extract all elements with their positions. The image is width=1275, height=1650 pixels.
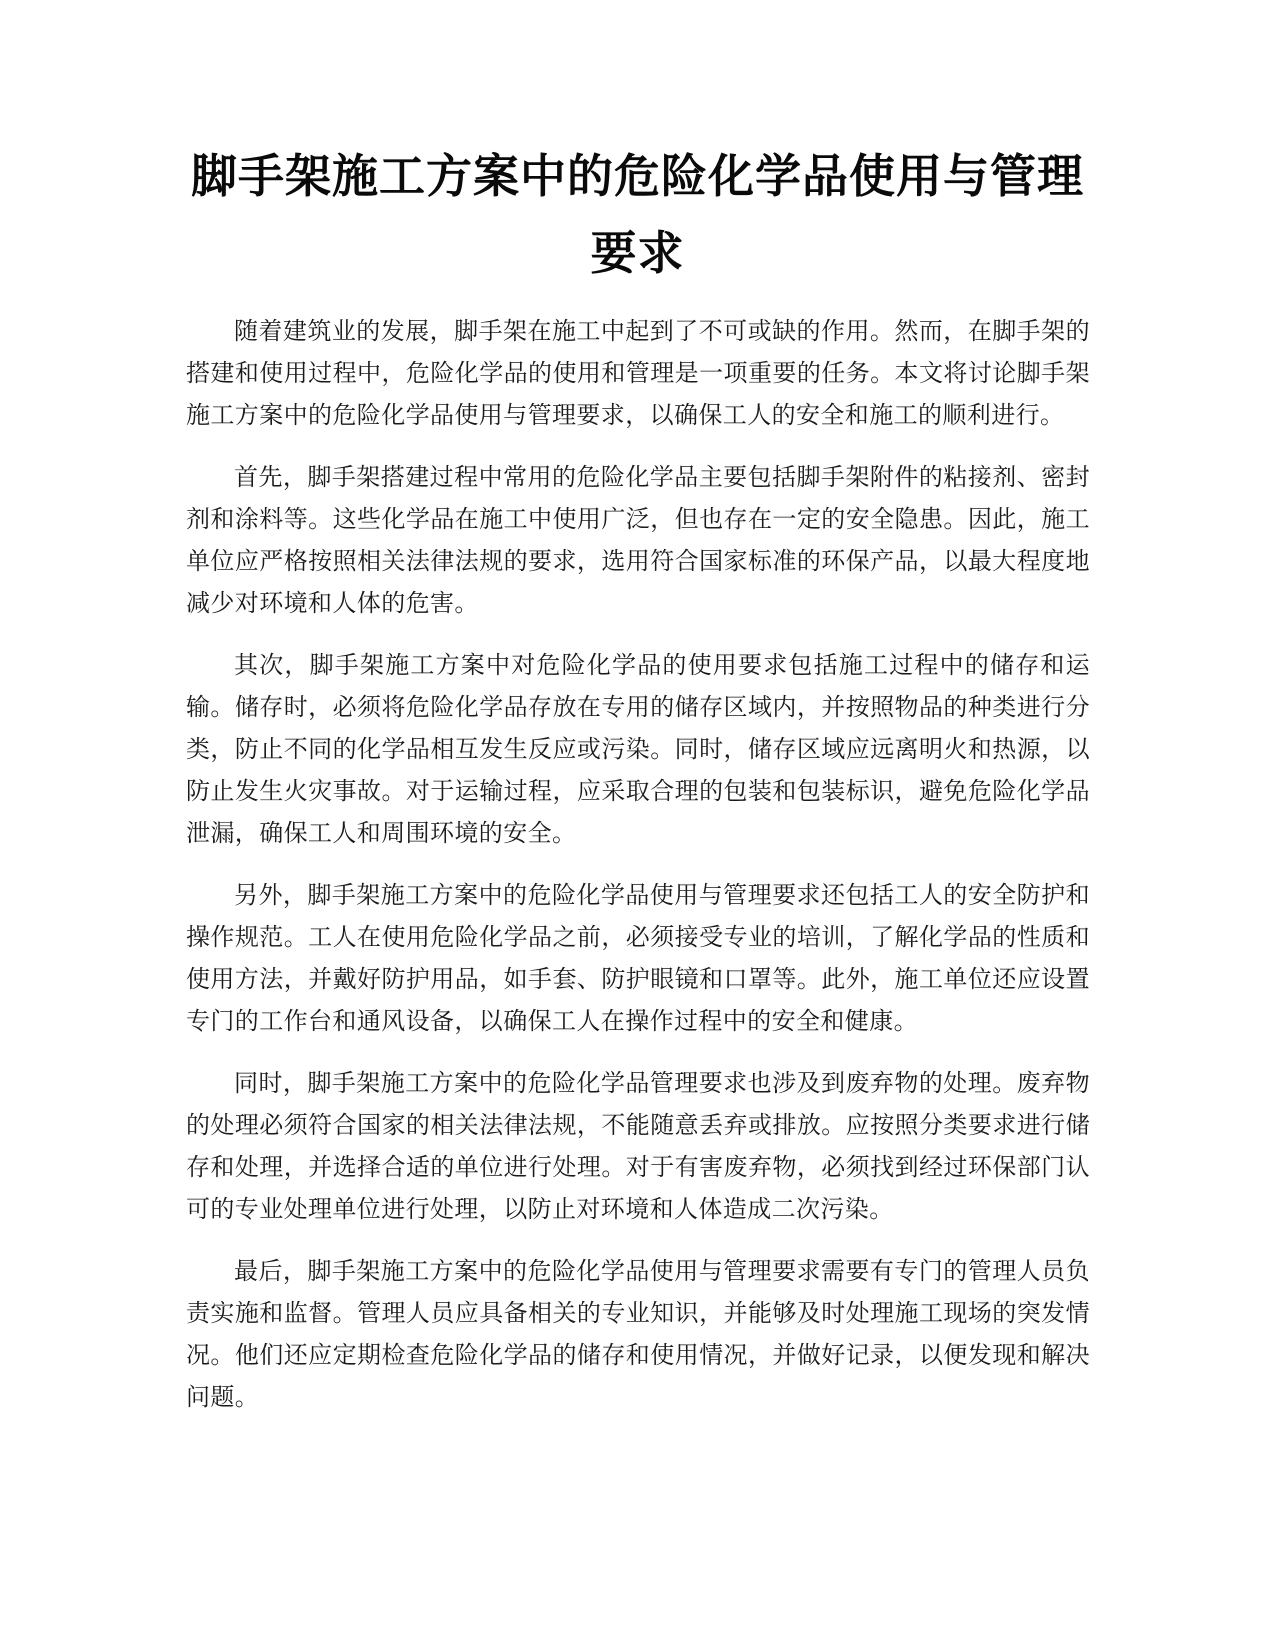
paragraph-6: 最后，脚手架施工方案中的危险化学品使用与管理要求需要有专门的管理人员负责实施和监督。管理人员应具备相关的专业知识，并能够及时处理施工现场的突发情况。他们还应定期检查危险化学品的储存和使用情况，并做好记录，以便发现和解决问题。 (186, 1257, 1090, 1411)
paragraph-1: 随着建筑业的发展，脚手架在施工中起到了不可或缺的作用。然而，在脚手架的搭建和使用过程中，危险化学品的使用和管理是一项重要的任务。本文将讨论脚手架施工方案中的危险化学品使用与管理要求，以确保工人的安全和施工的顺利进行。 (186, 317, 1090, 429)
paragraph-5: 同时，脚手架施工方案中的危险化学品管理要求也涉及到废弃物的处理。废弃物的处理必须符合国家的相关法律法规，不能随意丢弃或排放。应按照分类要求进行储存和处理，并选择合适的单位进行处理。对于有害废弃物，必须找到经过环保部门认可的专业处理单位进行处理，以防止对环境和人体造成二次污染。 (186, 1069, 1090, 1223)
paragraph-2: 首先，脚手架搭建过程中常用的危险化学品主要包括脚手架附件的粘接剂、密封剂和涂料等。这些化学品在施工中使用广泛，但也存在一定的安全隐患。因此，施工单位应严格按照相关法律法规的要求，选用符合国家标准的环保产品，以最大程度地减少对环境和人体的危害。 (186, 463, 1090, 617)
document-body (186, 310, 1090, 1438)
paragraph-4: 另外，脚手架施工方案中的危险化学品使用与管理要求还包括工人的安全防护和操作规范。工人在使用危险化学品之前，必须接受专业的培训，了解化学品的性质和使用方法，并戴好防护用品，如手套、防护眼镜和口罩等。此外，施工单位还应设置专门的工作台和通风设备，以确保工人在操作过程中的安全和健康。 (186, 881, 1090, 1035)
document-title: 脚手架施工方案中的危险化学品使用与管理要求 (191, 149, 1084, 280)
paragraph-3: 其次，脚手架施工方案中对危险化学品的使用要求包括施工过程中的储存和运输。储存时，必须将危险化学品存放在专用的储存区域内，并按照物品的种类进行分类，防止不同的化学品相互发生反应或污染。同时，储存区域应远离明火和热源，以防止发生火灾事故。对于运输过程，应采取合理的包装和包装标识，避免危险化学品泄漏，确保工人和周围环境的安全。 (186, 651, 1090, 847)
